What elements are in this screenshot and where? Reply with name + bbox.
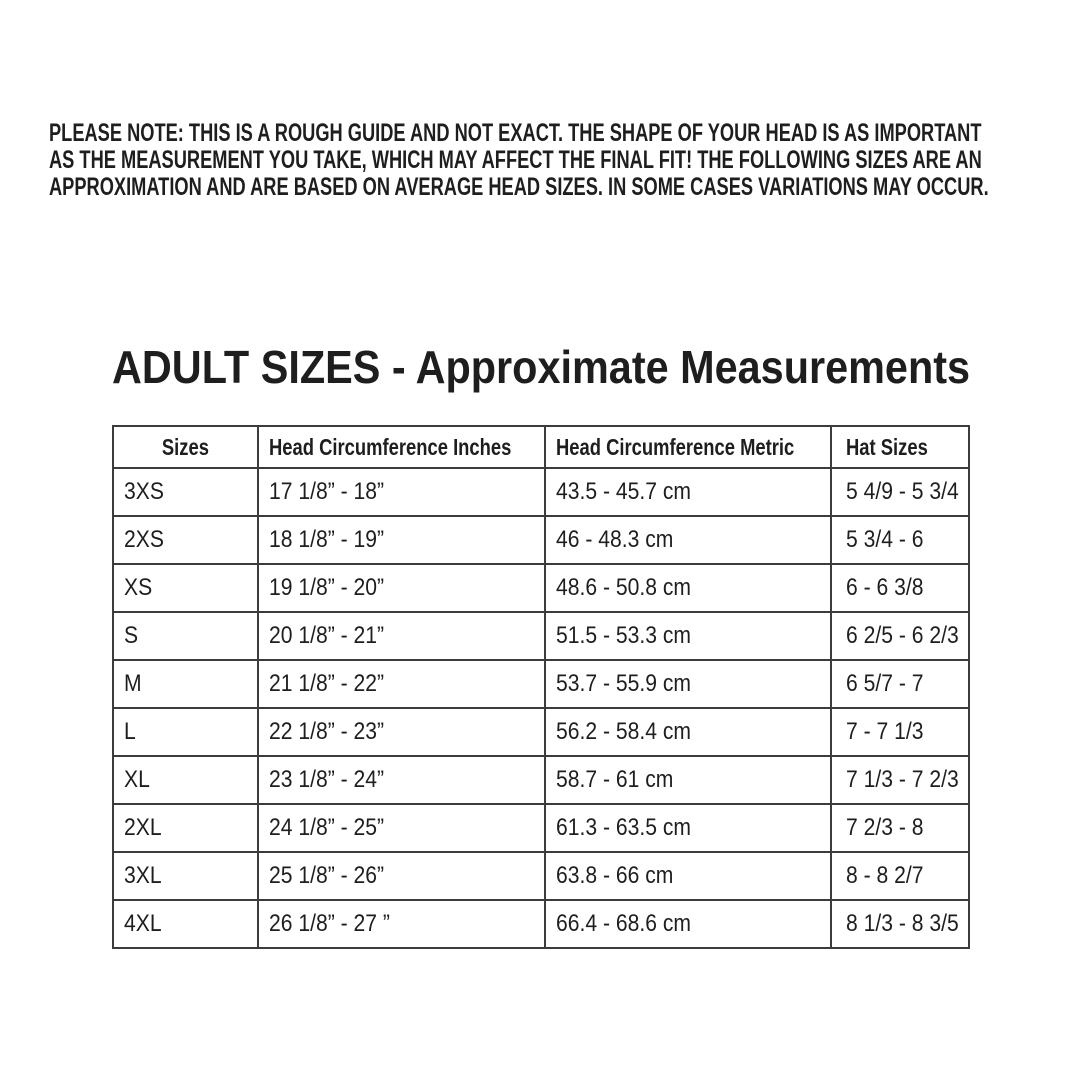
column-header-hat-sizes (831, 426, 969, 468)
size-cell (113, 852, 258, 900)
column-header-sizes (113, 426, 258, 468)
hat-size-cell (831, 852, 969, 900)
metric-cell (545, 852, 831, 900)
size-cell (113, 804, 258, 852)
note-paragraph (49, 120, 1080, 201)
size-cell-text: M (124, 670, 142, 697)
metric-cell-text: 63.8 - 66 cm (556, 862, 674, 889)
size-cell (113, 756, 258, 804)
inches-cell-text: 25 1/8” - 26” (269, 862, 385, 889)
metric-cell (545, 708, 831, 756)
table-header-row (113, 426, 969, 468)
inches-cell (258, 708, 545, 756)
hat-size-cell (831, 564, 969, 612)
column-header-inches (258, 426, 545, 468)
inches-cell (258, 900, 545, 948)
note-line-2-text: AS THE MEASUREMENT YOU TAKE, WHICH MAY AFFECT THE FINAL FIT! THE FOLLOWING SIZES ARE AN (49, 146, 982, 174)
inches-cell-text: 23 1/8” - 24” (269, 766, 385, 793)
hat-size-cell (831, 468, 969, 516)
size-table (112, 425, 970, 949)
table-row (113, 804, 969, 852)
size-cell (113, 468, 258, 516)
metric-cell-text: 43.5 - 45.7 cm (556, 478, 692, 505)
inches-cell-text: 22 1/8” - 23” (269, 718, 385, 745)
hat-size-cell (831, 612, 969, 660)
size-cell-text: 3XL (124, 862, 162, 889)
size-cell (113, 564, 258, 612)
metric-cell-text: 48.6 - 50.8 cm (556, 574, 692, 601)
note-line-3 (49, 174, 1080, 201)
size-cell-text: XS (124, 574, 153, 601)
metric-cell (545, 468, 831, 516)
metric-cell (545, 756, 831, 804)
table-row (113, 468, 969, 516)
size-cell (113, 900, 258, 948)
metric-cell-text: 56.2 - 58.4 cm (556, 718, 692, 745)
inches-cell (258, 468, 545, 516)
size-cell-text: L (124, 718, 136, 745)
hat-size-cell-text: 5 3/4 - 6 (846, 526, 924, 553)
table-row (113, 564, 969, 612)
size-cell-text: XL (124, 766, 150, 793)
hat-size-cell-text: 7 1/3 - 7 2/3 (846, 766, 959, 793)
note-line-1 (49, 120, 1080, 147)
note-line-1-text: PLEASE NOTE: THIS IS A ROUGH GUIDE AND NOT EXACT. THE SHAPE OF YOUR HEAD IS AS IMPORTANT (49, 119, 982, 147)
metric-cell (545, 564, 831, 612)
column-header-inches-text: Head Circumference Inches (269, 433, 512, 460)
metric-cell-text: 51.5 - 53.3 cm (556, 622, 692, 649)
inches-cell-text: 17 1/8” - 18” (269, 478, 385, 505)
metric-cell-text: 61.3 - 63.5 cm (556, 814, 692, 841)
metric-cell (545, 612, 831, 660)
hat-size-cell-text: 6 5/7 - 7 (846, 670, 924, 697)
inches-cell-text: 24 1/8” - 25” (269, 814, 385, 841)
size-cell-text: S (124, 622, 139, 649)
metric-cell (545, 516, 831, 564)
size-cell (113, 660, 258, 708)
column-header-metric-text: Head Circumference Metric (556, 433, 795, 460)
metric-cell (545, 660, 831, 708)
metric-cell-text: 58.7 - 61 cm (556, 766, 674, 793)
inches-cell-text: 18 1/8” - 19” (269, 526, 385, 553)
inches-cell (258, 852, 545, 900)
size-cell (113, 708, 258, 756)
inches-cell (258, 516, 545, 564)
inches-cell (258, 612, 545, 660)
size-cell-text: 3XS (124, 478, 164, 505)
hat-size-cell-text: 6 - 6 3/8 (846, 574, 924, 601)
table-row (113, 756, 969, 804)
page-title-text: ADULT SIZES - Approximate Measurements (112, 341, 971, 393)
inches-cell (258, 804, 545, 852)
hat-size-cell (831, 900, 969, 948)
hat-size-cell-text: 8 - 8 2/7 (846, 862, 924, 889)
table-row (113, 660, 969, 708)
hat-size-cell (831, 516, 969, 564)
table-row (113, 900, 969, 948)
inches-cell (258, 756, 545, 804)
column-header-sizes-text: Sizes (161, 433, 210, 460)
size-cell-text: 2XS (124, 526, 164, 553)
size-cell-text: 4XL (124, 910, 162, 937)
hat-size-cell (831, 660, 969, 708)
hat-size-cell-text: 7 2/3 - 8 (846, 814, 924, 841)
metric-cell-text: 46 - 48.3 cm (556, 526, 674, 553)
hat-size-cell-text: 5 4/9 - 5 3/4 (846, 478, 959, 505)
inches-cell-text: 26 1/8” - 27 ” (269, 910, 390, 937)
table-row (113, 852, 969, 900)
inches-cell-text: 20 1/8” - 21” (269, 622, 385, 649)
size-cell (113, 516, 258, 564)
column-header-hat-sizes-text: Hat Sizes (846, 433, 928, 460)
metric-cell-text: 66.4 - 68.6 cm (556, 910, 692, 937)
page-title (112, 343, 1065, 391)
inches-cell-text: 19 1/8” - 20” (269, 574, 385, 601)
table-row (113, 612, 969, 660)
inches-cell (258, 564, 545, 612)
note-line-3-text: APPROXIMATION AND ARE BASED ON AVERAGE HEAD SIZES. IN SOME CASES VARIATIONS MAY OCCUR. (49, 173, 989, 201)
inches-cell (258, 660, 545, 708)
metric-cell (545, 900, 831, 948)
metric-cell (545, 804, 831, 852)
size-cell (113, 612, 258, 660)
hat-size-cell (831, 756, 969, 804)
inches-cell-text: 21 1/8” - 22” (269, 670, 385, 697)
hat-size-cell-text: 7 - 7 1/3 (846, 718, 924, 745)
column-header-metric (545, 426, 831, 468)
size-cell-text: 2XL (124, 814, 162, 841)
hat-size-cell-text: 8 1/3 - 8 3/5 (846, 910, 959, 937)
metric-cell-text: 53.7 - 55.9 cm (556, 670, 692, 697)
hat-size-cell (831, 804, 969, 852)
table-row (113, 708, 969, 756)
note-line-2 (49, 147, 1080, 174)
hat-size-cell-text: 6 2/5 - 6 2/3 (846, 622, 959, 649)
hat-size-cell (831, 708, 969, 756)
table-row (113, 516, 969, 564)
